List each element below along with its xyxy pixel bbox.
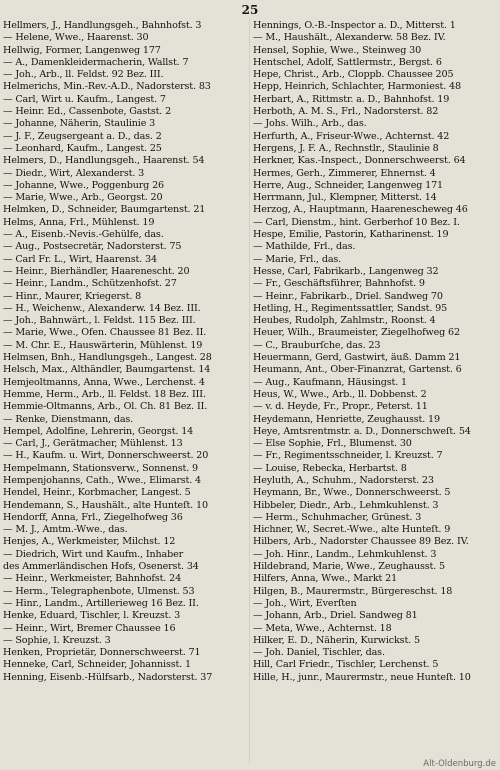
directory-entry: Hendel, Heinr., Korbmacher, Langest. 5	[3, 487, 191, 499]
directory-entry: Hildebrand, Marie, Wwe., Zeughausst. 5	[253, 561, 446, 573]
directory-entry: Heubes, Rudolph, Zahlmstr., Roonst. 4	[253, 315, 436, 327]
directory-entry: — Heinr., Wirt, Bremer Chaussee 16	[3, 622, 176, 634]
column-divider	[249, 18, 250, 764]
directory-entry: — Johs. Wilh., Arb., das.	[253, 118, 367, 130]
directory-entry: Hichner, W., Secret.-Wwe., alte Hunteſt. 9	[253, 524, 451, 536]
directory-entry: — J. F., Zeugsergeant a. D., das. 2	[3, 130, 162, 142]
directory-entry: Hetling, H., Regimentssattler, Sandst. 95	[253, 302, 448, 314]
directory-entry: Helmerichs, Min.-Rev.-A.D., Nadorsterst. 83	[3, 81, 211, 93]
directory-entry: Hempelmann, Stationsverw., Sonnenst. 9	[3, 462, 198, 474]
directory-entry: Herzog, A., Hauptmann, Haarenescheweg 46	[253, 204, 468, 216]
directory-entry: Henning, Eisenb.-Hülfsarb., Nadorsterst. 37	[3, 671, 213, 683]
directory-entry: Heuermann, Gerd, Gastwirt, äuß. Damm 21	[253, 352, 461, 364]
directory-entry: Heymann, Br., Wwe., Donnerschweerst. 5	[253, 487, 451, 499]
directory-entry: Helmken, D., Schneider, Baumgartenst. 21	[3, 204, 206, 216]
directory-entry: — Joh., Arb., ll. Feldst. 92 Bez. III.	[3, 69, 164, 81]
directory-entry: — Marie, Wwe., Ofen. Chaussee 81 Bez. II.	[3, 327, 207, 339]
directory-entry: Heus, W., Wwe., Arb., ll. Dobbenst. 2	[253, 388, 427, 400]
directory-entry: Hilker, E. D., Näherin, Kurwickst. 5	[253, 634, 420, 646]
directory-entry: — Heinr., Bierhändler, Haarenescht. 20	[3, 265, 190, 277]
directory-entry: — Herm., Schuhmacher, Grünest. 3	[253, 511, 422, 523]
directory-entry: Heydemann, Henriette, Zeughausst. 19	[253, 413, 440, 425]
directory-entry: — Diedr., Wirt, Alexanderst. 3	[3, 167, 145, 179]
directory-entry: — A., Damenkleidermacherin, Wallst. 7	[3, 56, 189, 68]
directory-entry: des Ammerländischen Hofs, Osenerst. 34	[3, 561, 199, 573]
directory-entry: Hilfers, Anna, Wwe., Markt 21	[253, 573, 398, 585]
directory-entry: Helmsen, Bnh., Handlungsgeh., Langest. 28	[3, 352, 212, 364]
directory-entry: — Leonhard, Kaufm., Langest. 25	[3, 142, 162, 154]
directory-entry: Hilgen, B., Maurermstr., Bürgereschst. 18	[253, 585, 453, 597]
watermark: Alt-Oldenburg.de	[423, 759, 496, 769]
directory-entry: Hespe, Emilie, Pastorin, Katharinenst. 19	[253, 229, 449, 241]
directory-entry: Hentschel, Adolf, Sattlermstr., Bergst. 6	[253, 56, 442, 68]
directory-entry: — Fr., Regimentsschneider, l. Kreuzst. 7	[253, 450, 443, 462]
directory-entry: Herkner, Kas.-Inspect., Donnerschweerst. 64	[253, 155, 466, 167]
directory-entry: — Aug., Kaufmann, Häusingst. 1	[253, 376, 407, 388]
directory-entry: — Aug., Postsecretär, Nadorsterst. 75	[3, 241, 182, 253]
directory-entry: Hempel, Adolfine, Lehrerin, Georgst. 14	[3, 425, 194, 437]
directory-entry: — Johanne, Näherin, Staulinie 3	[3, 118, 156, 130]
directory-entry: Hendemann, S., Haushält., alte Hunteſt. 10	[3, 499, 208, 511]
directory-entry: Hemme, Herm., Arb., ll. Feldst. 18 Bez. III.	[3, 388, 206, 400]
directory-entry: — Heinr. Ed., Cassenbote, Gastst. 2	[3, 106, 172, 118]
directory-entry: — Louise, Rebecka, Herbartst. 8	[253, 462, 407, 474]
directory-entry: Hendorff, Anna, Frl., Ziegelhofweg 36	[3, 511, 183, 523]
directory-entry: — Hinr., Maurer, Kriegerst. 8	[3, 290, 142, 302]
directory-entry: — Heinr., Fabrikarb., Driel. Sandweg 70	[253, 290, 443, 302]
directory-entry: Herre, Aug., Schneider, Langenweg 171	[253, 179, 443, 191]
directory-entry: Hempenjohanns, Cath., Wwe., Elimarst. 4	[3, 474, 201, 486]
directory-entry: — Joh., Bahnwärt., l. Feldst. 115 Bez. III.	[3, 315, 196, 327]
directory-entry: Henke, Eduard, Tischler, l. Kreuzst. 3	[3, 610, 181, 622]
directory-entry: — C., Brauburſche, das. 23	[253, 339, 381, 351]
page-number: 25	[241, 3, 259, 17]
directory-entry: — Renke, Dienstmann, das.	[3, 413, 134, 425]
directory-entry: Hille, H., junr., Maurermstr., neue Hunteſt. 10	[253, 671, 471, 683]
directory-entry: — Else Sophie, Frl., Blumenst. 30	[253, 438, 412, 450]
directory-entry: Hemmie-Oltmanns, Arb., Ol. Ch. 81 Bez. II.	[3, 401, 208, 413]
directory-entry: Hill, Carl Friedr., Tischler, Lerchenst. 5	[253, 659, 439, 671]
directory-entry: Hemjeoltmanns, Anna, Wwe., Lerchenst. 4	[3, 376, 205, 388]
directory-entry: — Meta, Wwe., Achternst. 18	[253, 622, 392, 634]
directory-entry: — Mathilde, Frl., das.	[253, 241, 356, 253]
directory-entry: — Fr., Geschäftsführer, Bahnhofst. 9	[253, 278, 425, 290]
directory-entry: — Marie, Wwe., Arb., Georgst. 20	[3, 192, 163, 204]
directory-entry: Hennings, O.-B.-Inspector a. D., Mitterst. 1	[253, 20, 456, 31]
directory-entry: Hibbeler, Diedr., Arb., Lehmkuhlenst. 3	[253, 499, 439, 511]
directory-entry: — Johann, Arb., Driel. Sandweg 81	[253, 610, 418, 622]
directory-entry: — Heinr., Werkmeister, Bahnhofst. 24	[3, 573, 182, 585]
directory-entry: — M. J., Amtm.-Wwe., das.	[3, 524, 128, 536]
directory-entry: Henjes, A., Werkmeister, Milchst. 12	[3, 536, 176, 548]
directory-entry: Herboth, A. M. S., Frl., Nadorsterst. 82	[253, 106, 439, 118]
directory-entry: Heumann, Ant., Ober-Finanzrat, Gartenst. 6	[253, 364, 462, 376]
directory-entry: — Herm., Telegraphenbote, Ulmenst. 53	[3, 585, 195, 597]
directory-entry: — Carl, Wirt u. Kaufm., Langest. 7	[3, 93, 166, 105]
directory-entry: Helmers, D., Handlungsgeh., Haarenst. 54	[3, 155, 205, 167]
directory-entry: — A., Eisenb.-Nevis.-Gehülfe, das.	[3, 229, 164, 241]
left-column	[3, 20, 247, 684]
directory-entry: Hermes, Gerh., Zimmerer, Ehnernst. 4	[253, 167, 436, 179]
directory-entry: — H., Weichenw., Alexanderw. 14 Bez. III.	[3, 302, 201, 314]
directory-entry: Helsch, Max., Althändler, Baumgartenst. 14	[3, 364, 211, 376]
directory-entry: — Helene, Wwe., Haarenst. 30	[3, 32, 149, 44]
directory-entry: — Joh., Wirt, Everſten	[253, 597, 357, 609]
directory-entry: Hepe, Christ., Arb., Cloppb. Chaussee 205	[253, 69, 454, 81]
directory-entry: Herrmann, Jul., Klempner, Mitterst. 14	[253, 192, 437, 204]
directory-entry: — Diedrich, Wirt und Kaufm., Inhaber	[3, 548, 184, 560]
directory-entry: Hepp, Heinrich, Schlachter, Harmoniest. 48	[253, 81, 461, 93]
directory-entry: — Carl, J., Gerätmacher, Mühlenst. 13	[3, 438, 183, 450]
directory-entry: — Joh. Hinr., Landm., Lehmkuhlenst. 3	[253, 548, 437, 560]
directory-entry: — Heinr., Landm., Schützenhofst. 27	[3, 278, 177, 290]
directory-entry: Hellwig, Former, Langenweg 177	[3, 44, 161, 56]
directory-entry: Heye, Amtsrentmstr. a. D., Donnerschweſt. 54	[253, 425, 471, 437]
directory-entry: — Carl Fr. L., Wirt, Haarenst. 34	[3, 253, 157, 265]
directory-entry: Henken, Proprietär, Donnerschweerst. 71	[3, 647, 201, 659]
directory-entry: — Joh. Daniel, Tischler, das.	[253, 647, 385, 659]
directory-entry: Hensel, Sophie, Wwe., Steinweg 30	[253, 44, 422, 56]
directory-entry: — H., Kaufm. u. Wirt, Donnerschweerst. 20	[3, 450, 209, 462]
right-column	[253, 20, 497, 684]
directory-entry: Hilbers, Arb., Nadorster Chaussee 89 Bez. IV.	[253, 536, 469, 548]
directory-entry: — Johanne, Wwe., Poggenburg 26	[3, 179, 164, 191]
directory-entry: Hellmers, J., Handlungsgeh., Bahnhofst. 3	[3, 20, 202, 31]
directory-entry: Hesse, Carl, Fabrikarb., Langenweg 32	[253, 265, 439, 277]
directory-entry: — M. Chr. E., Hauswärterin, Mühlenst. 19	[3, 339, 203, 351]
directory-entry: Hergens, J. F. A., Rechnstlr., Staulinie 8	[253, 142, 439, 154]
directory-entry: Helms, Anna, Frl., Mühlenst. 19	[3, 216, 155, 228]
directory-entry: Herfurth, A., Friseur-Wwe., Achternst. 42	[253, 130, 450, 142]
directory-entry: — Marie, Frl., das.	[253, 253, 342, 265]
directory-entry: — Carl, Dienstm., hint. Gerberhof 10 Bez. I.	[253, 216, 460, 228]
directory-entry: Herbart, A., Rittmstr. a. D., Bahnhofst. 19	[253, 93, 450, 105]
directory-entry: Henneke, Carl, Schneider, Johannisst. 1	[3, 659, 191, 671]
directory-entry: Heyluth, A., Schuhm., Nadorsterst. 23	[253, 474, 434, 486]
directory-entry: — Hinr., Landm., Artillerieweg 16 Bez. II.	[3, 597, 199, 609]
directory-entry: — v. d. Heyde, Fr., Propr., Peterst. 11	[253, 401, 428, 413]
directory-entry: — M., Haushält., Alexanderw. 58 Bez. IV.	[253, 32, 446, 44]
directory-entry: — Sophie, l. Kreuzst. 3	[3, 634, 111, 646]
directory-entry: Heuer, Wilh., Braumeister, Ziegelhofweg 62	[253, 327, 460, 339]
